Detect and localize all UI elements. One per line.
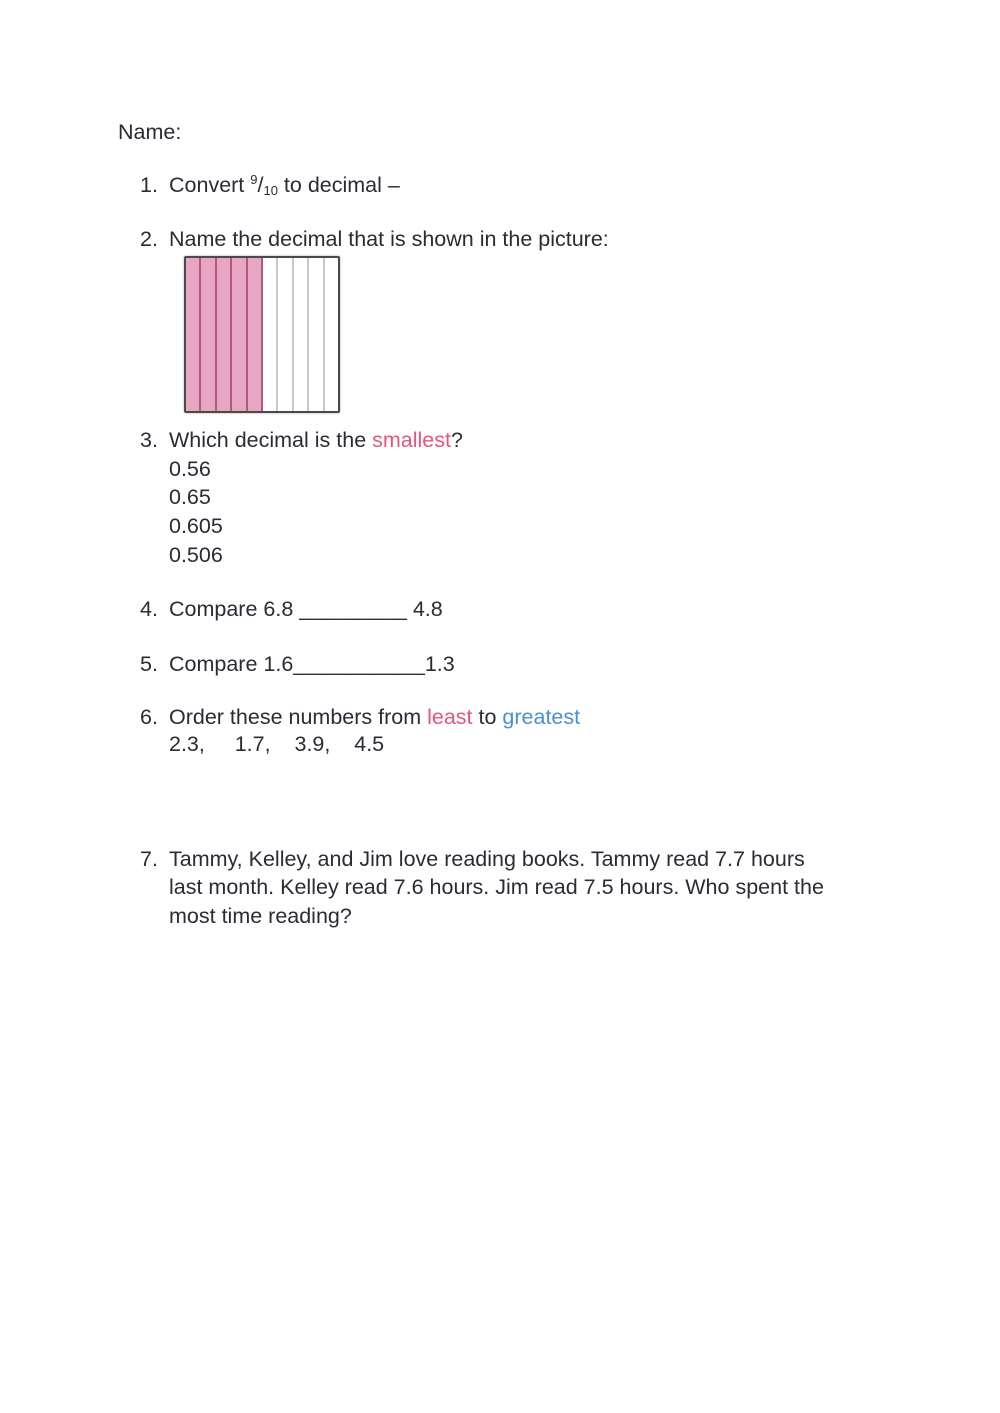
q3-option: 0.56 (169, 457, 211, 481)
q7-line: last month. Kelley read 7.6 hours. Jim read 7.5 hours. Who spent the (169, 875, 824, 899)
q3-text: Which decimal is the smallest? (169, 428, 463, 452)
q1-text: Convert $^9/_{10}$ to decimal – (169, 172, 400, 198)
q6-greatest: greatest (502, 705, 581, 729)
name-label: Name: (118, 120, 182, 144)
shaded-strip (232, 258, 247, 411)
q7-line: most time reading? (169, 904, 352, 928)
shaded-strip (217, 258, 232, 411)
q3-option: 0.65 (169, 485, 211, 509)
decimal-strip-model (184, 256, 340, 413)
q2-text: Name the decimal that is shown in the picture: (169, 227, 609, 251)
shaded-strip (248, 258, 263, 411)
q2-number: 2. (140, 227, 158, 251)
q6-number: 6. (140, 705, 158, 729)
q1-number: 1. (140, 173, 158, 197)
unshaded-strip (278, 258, 293, 411)
shaded-strip (186, 258, 201, 411)
q6-text: Order these numbers from least to greatest (169, 705, 581, 729)
q3-highlight-smallest: smallest (372, 428, 451, 452)
unshaded-strip (263, 258, 278, 411)
unshaded-strip (309, 258, 324, 411)
q3-option: 0.506 (169, 543, 223, 567)
q3-number: 3. (140, 428, 158, 452)
unshaded-strip (325, 258, 338, 411)
q4-number: 4. (140, 597, 158, 621)
unshaded-strip (294, 258, 309, 411)
q5-number: 5. (140, 652, 158, 676)
q1-numerator: 9 (250, 172, 258, 187)
q7-line: Tammy, Kelley, and Jim love reading books. Tammy read 7.7 hours (169, 847, 805, 871)
q6-numbers: 2.3, 1.7, 3.9, 4.5 (169, 732, 385, 756)
q4-text: Compare 6.8 _________ 4.8 (169, 597, 443, 621)
q7-number: 7. (140, 847, 158, 871)
q3-option: 0.605 (169, 514, 223, 538)
q5-text: Compare 1.6___________1.3 (169, 652, 455, 676)
q1-denominator: 10 (263, 183, 278, 198)
shaded-strip (201, 258, 216, 411)
q6-least: least (427, 705, 473, 729)
